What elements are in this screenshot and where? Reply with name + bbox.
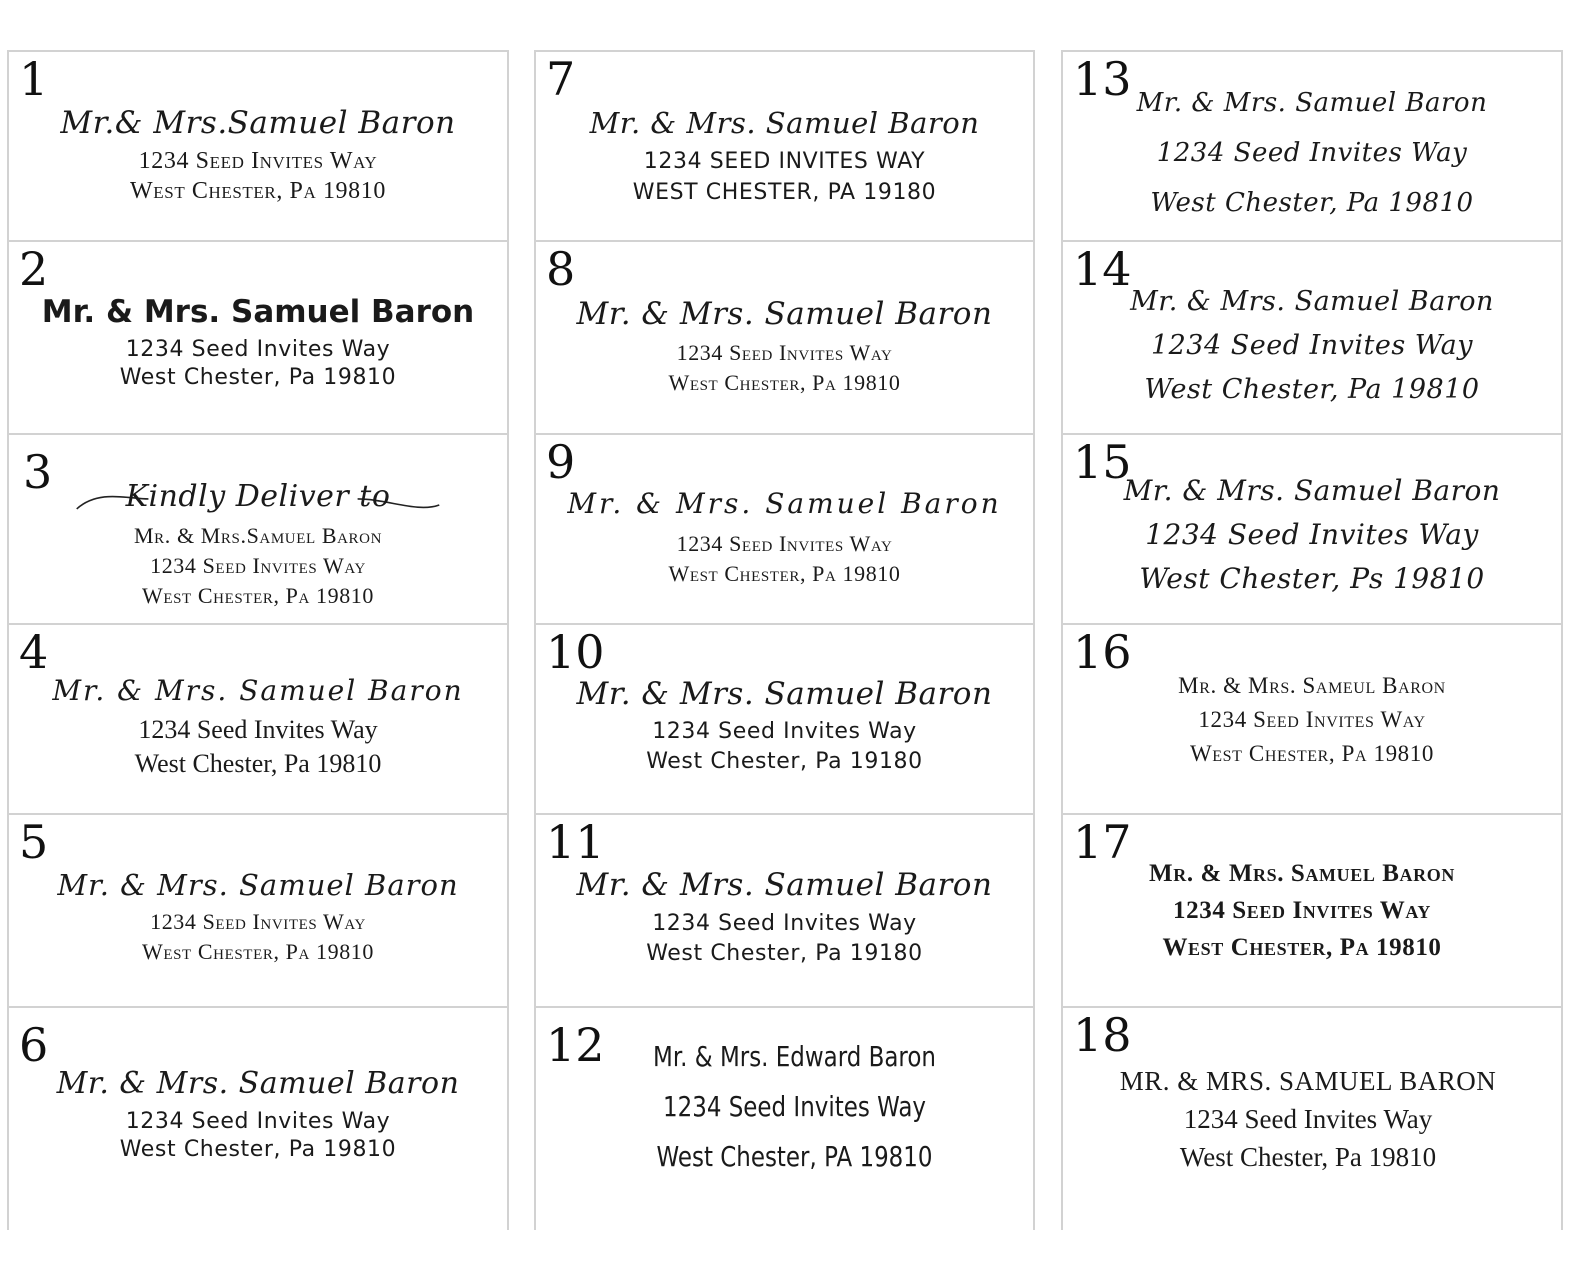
recipient-name: Mr. & Mrs. Samuel Baron bbox=[567, 487, 1002, 520]
recipient-name: Mr. & Mrs.Samuel Baron bbox=[133, 523, 383, 548]
label-sample-14 bbox=[1063, 240, 1561, 433]
city-state-zip: West Chester, PA 19810 bbox=[656, 1140, 933, 1173]
recipient-name: Mr. & Mrs. Samuel Baron bbox=[56, 1066, 460, 1101]
street-address: 1234 Seed Invites Way bbox=[138, 715, 378, 744]
city-state-zip: West Chester, Pa 19810 bbox=[130, 178, 386, 204]
street-address: 1234 SEED INVITES WAY bbox=[643, 149, 926, 174]
label-column-2 bbox=[534, 50, 1035, 1230]
label-number: 12 bbox=[546, 1018, 605, 1072]
label-sample-1 bbox=[9, 50, 507, 240]
street-address: 1234 Seed Invites Way bbox=[1173, 897, 1431, 924]
recipient-name: Mr. & Mrs. Samuel Baron bbox=[1123, 474, 1501, 507]
street-address: 1234 Seed Invites Way bbox=[652, 719, 917, 744]
street-address: 1234 Seed Invites Way bbox=[676, 531, 893, 556]
street-address: 1234 Seed Invites Way bbox=[652, 911, 917, 936]
label-number: 1 bbox=[19, 52, 49, 106]
label-sample-18 bbox=[1063, 1006, 1561, 1230]
label-sample-3 bbox=[9, 433, 507, 623]
street-address: 1234 Seed Invites Way bbox=[150, 553, 366, 578]
label-number: 10 bbox=[546, 625, 605, 679]
city-state-zip: West Chester, Pa 19810 bbox=[1179, 1142, 1437, 1172]
city-state-zip: West Chester, Pa 19810 bbox=[1150, 188, 1474, 218]
street-address: 1234 Seed Invites Way bbox=[1145, 518, 1479, 551]
recipient-name: Mr. & Mrs. Samuel Baron bbox=[576, 296, 993, 332]
label-sample-2 bbox=[9, 240, 507, 433]
recipient-name: Mr. & Mrs. Samuel Baron bbox=[1136, 88, 1488, 118]
city-state-zip: West Chester, Pa 19810 bbox=[141, 939, 375, 964]
label-number: 14 bbox=[1073, 242, 1132, 296]
recipient-name: Mr. & Mrs. Samuel Baron bbox=[576, 867, 993, 903]
city-state-zip: WEST CHESTER, PA 19180 bbox=[632, 180, 937, 205]
label-number: 9 bbox=[546, 435, 576, 489]
label-number: 4 bbox=[19, 625, 49, 679]
city-state-zip: West Chester, Pa 19810 bbox=[134, 749, 382, 778]
street-address: 1234 Seed Invites Way bbox=[138, 148, 378, 174]
label-number: 11 bbox=[546, 815, 605, 869]
street-address: 1234 Seed Invites Way bbox=[676, 340, 893, 365]
city-state-zip: West Chester, Pa 19810 bbox=[119, 365, 397, 390]
street-address: 1234 Seed Invites Way bbox=[125, 1109, 391, 1134]
city-state-zip: West Chester, Pa 19180 bbox=[646, 941, 923, 966]
label-number: 15 bbox=[1073, 435, 1132, 489]
city-state-zip: West Chester, Pa 19810 bbox=[668, 561, 901, 586]
street-address: 1234 Seed Invites Way bbox=[1198, 707, 1426, 732]
recipient-name: Mr. & Mrs. Samuel Baron bbox=[576, 676, 993, 712]
label-sample-6 bbox=[9, 1006, 507, 1230]
label-sample-15 bbox=[1063, 433, 1561, 623]
city-state-zip: West Chester, Ps 19810 bbox=[1139, 562, 1485, 595]
street-address: 1234 Seed Invites Way bbox=[125, 337, 391, 362]
recipient-name: Mr. & Mrs. Samuel Baron bbox=[1130, 286, 1494, 317]
label-number: 2 bbox=[19, 242, 49, 296]
recipient-name: Mr. & Mrs. Edward Baron bbox=[653, 1040, 936, 1073]
city-state-zip: West Chester, Pa 19810 bbox=[141, 583, 375, 608]
label-number: 5 bbox=[19, 815, 49, 869]
city-state-zip: West Chester, Pa 19810 bbox=[1190, 741, 1434, 766]
label-number: 8 bbox=[546, 242, 576, 296]
label-sample-17 bbox=[1063, 813, 1561, 1006]
label-sample-13 bbox=[1063, 50, 1561, 240]
city-state-zip: West Chester, Pa 19810 bbox=[1162, 934, 1442, 961]
label-number: 16 bbox=[1073, 625, 1132, 679]
recipient-name: Mr.& Mrs.Samuel Baron bbox=[60, 105, 456, 141]
label-sample-9 bbox=[536, 433, 1033, 623]
street-address: 1234 Seed Invites Way bbox=[1183, 1104, 1433, 1134]
city-state-zip: West Chester, Pa 19810 bbox=[668, 370, 901, 395]
recipient-name: Mr. & Mrs. Samuel Baron bbox=[1149, 860, 1455, 887]
label-number: 17 bbox=[1073, 815, 1132, 869]
label-sample-4 bbox=[9, 623, 507, 813]
street-address: 1234 Seed Invites Way bbox=[150, 909, 366, 934]
label-column-3 bbox=[1061, 50, 1563, 1230]
label-sample-5 bbox=[9, 813, 507, 1006]
label-sample-16 bbox=[1063, 623, 1561, 813]
city-state-zip: West Chester, Pa 19810 bbox=[119, 1137, 397, 1162]
street-address: 1234 Seed Invites Way bbox=[1150, 330, 1474, 361]
street-address: 1234 Seed Invites Way bbox=[1156, 138, 1468, 168]
label-number: 18 bbox=[1073, 1008, 1132, 1062]
recipient-name: Mr. & Mrs. Samuel Baron bbox=[52, 674, 464, 707]
label-number: 7 bbox=[546, 52, 576, 106]
label-sample-11 bbox=[536, 813, 1033, 1006]
label-sample-8 bbox=[536, 240, 1033, 433]
recipient-name: Mr. & Mrs. Samuel Baron bbox=[589, 106, 980, 140]
address-label-sample-sheet bbox=[0, 50, 1588, 1280]
label-sample-10 bbox=[536, 623, 1033, 813]
street-address: 1234 Seed Invites Way bbox=[662, 1090, 926, 1123]
city-state-zip: West Chester, Pa 19810 bbox=[1144, 374, 1480, 405]
label-column-1 bbox=[7, 50, 509, 1230]
label-sample-7 bbox=[536, 50, 1033, 240]
label-number: 6 bbox=[19, 1018, 49, 1072]
city-state-zip: West Chester, Pa 19180 bbox=[646, 749, 923, 774]
label-number: 3 bbox=[23, 445, 53, 499]
recipient-name: Mr. & Mrs. Samuel Baron bbox=[57, 868, 459, 902]
label-sample-12 bbox=[536, 1006, 1033, 1230]
recipient-name: MR. & MRS. SAMUEL BARON bbox=[1119, 1066, 1497, 1096]
recipient-name: Mr. & Mrs. Samuel Baron bbox=[41, 294, 475, 330]
delivery-heading: Kindly Deliver to bbox=[125, 479, 391, 514]
recipient-name: Mr. & Mrs. Sameul Baron bbox=[1178, 673, 1446, 698]
label-number: 13 bbox=[1073, 52, 1132, 106]
